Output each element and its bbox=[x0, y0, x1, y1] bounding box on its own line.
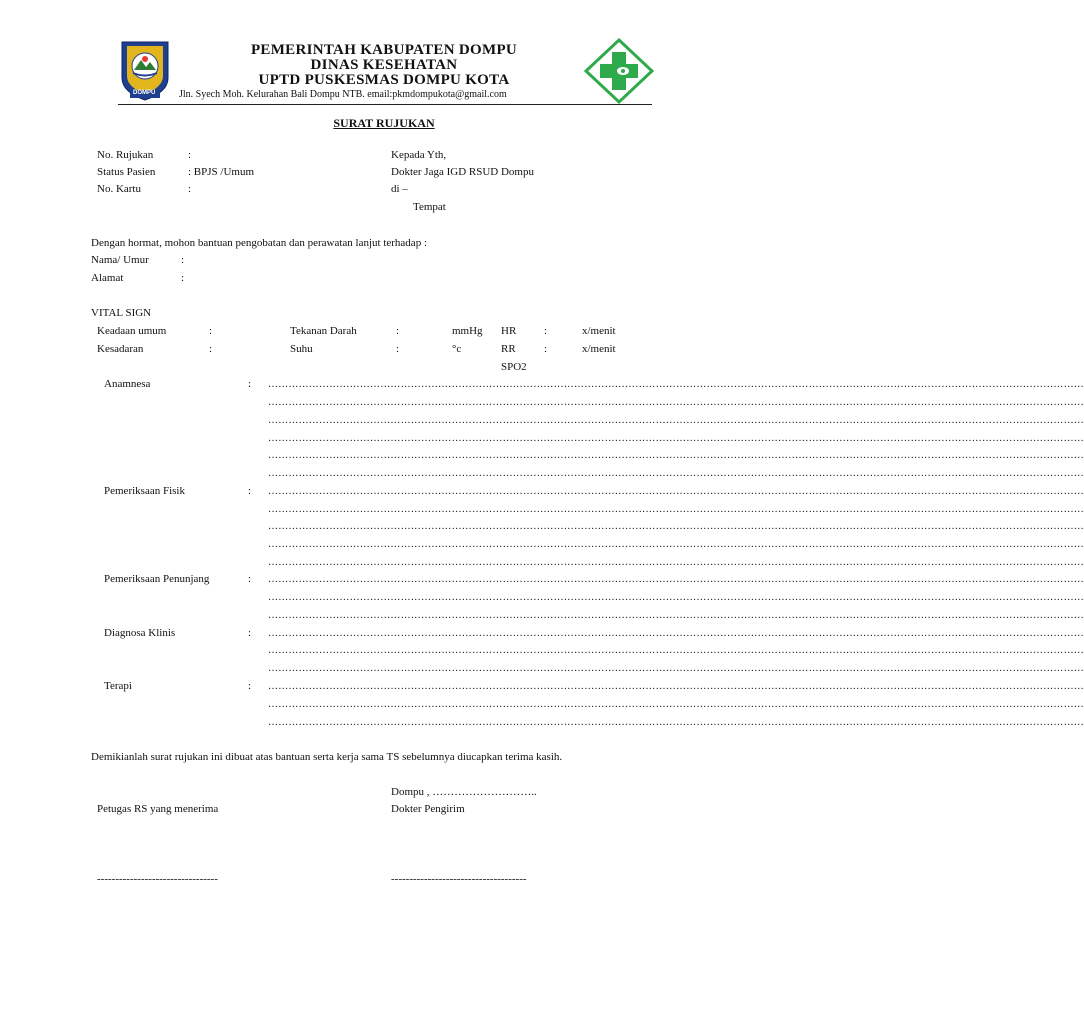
no-rujukan-label: No. Rujukan bbox=[97, 149, 154, 161]
closing-text: Demikianlah surat rujukan ini dibuat atas bantuan serta kerja sama TS sebelumnya diucapkan terima kasih. bbox=[91, 751, 563, 763]
pemeriksaan-fisik-line[interactable]: …………………………………………………………………………………………………………………………………………………………………………………………………………………… bbox=[268, 486, 1084, 497]
diagnosa-klinis-line[interactable]: …………………………………………………………………………………………………………………………………………………………………………………………………………………… bbox=[268, 663, 1084, 674]
referring-doctor-label: Dokter Pengirim bbox=[391, 803, 465, 815]
recipient-line-3: di – bbox=[391, 183, 408, 195]
kesadaran-label: Kesadaran bbox=[97, 343, 144, 355]
mmhg-unit: mmHg bbox=[452, 325, 483, 337]
puskesmas-cross-logo bbox=[584, 38, 654, 104]
status-pasien-value[interactable]: : BPJS /Umum bbox=[188, 166, 255, 178]
receiving-officer-signature-line[interactable]: --------------------------------- bbox=[97, 873, 218, 885]
receiving-officer-label: Petugas RS yang menerima bbox=[97, 803, 219, 815]
header-address: Jln. Syech Moh. Kelurahan Bali Dompu NTB. email:pkmdompukota@gmail.com bbox=[179, 89, 507, 100]
celsius-unit: °c bbox=[452, 343, 462, 355]
suhu-label: Suhu bbox=[290, 343, 313, 355]
rr-unit: x/menit bbox=[582, 343, 616, 355]
pemeriksaan-fisik-line[interactable]: …………………………………………………………………………………………………………………………………………………………………………………………………………………… bbox=[268, 539, 1084, 550]
terapi-colon: : bbox=[248, 680, 252, 692]
pemeriksaan-fisik-label: Pemeriksaan Fisik bbox=[104, 485, 185, 497]
recipient-line-2: Dokter Jaga IGD RSUD Dompu bbox=[391, 166, 534, 178]
header-divider bbox=[118, 104, 652, 105]
keadaan-umum-field[interactable]: : bbox=[209, 325, 213, 337]
diagnosa-klinis-line[interactable]: …………………………………………………………………………………………………………………………………………………………………………………………………………………… bbox=[268, 645, 1084, 656]
rr-label: RR bbox=[501, 343, 516, 355]
anamnesa-colon: : bbox=[248, 378, 252, 390]
pemeriksaan-penunjang-line[interactable]: …………………………………………………………………………………………………………………………………………………………………………………………………………………… bbox=[268, 592, 1084, 603]
header-line-2: DINAS KESEHATAN bbox=[310, 57, 458, 73]
pemeriksaan-penunjang-line[interactable]: …………………………………………………………………………………………………………………………………………………………………………………………………………………… bbox=[268, 610, 1084, 621]
header-line-3: UPTD PUSKESMAS DOMPU KOTA bbox=[258, 72, 510, 88]
pemeriksaan-fisik-line[interactable]: …………………………………………………………………………………………………………………………………………………………………………………………………………………… bbox=[268, 557, 1084, 568]
terapi-label: Terapi bbox=[104, 680, 132, 692]
referring-doctor-signature-line[interactable]: ------------------------------------- bbox=[391, 873, 527, 885]
kesadaran-field[interactable]: : bbox=[209, 343, 213, 355]
no-kartu-value[interactable]: : bbox=[188, 183, 192, 195]
hr-field[interactable]: : bbox=[544, 325, 548, 337]
pemeriksaan-fisik-colon: : bbox=[248, 485, 252, 497]
status-pasien-label: Status Pasien bbox=[97, 166, 156, 178]
pemeriksaan-fisik-line[interactable]: …………………………………………………………………………………………………………………………………………………………………………………………………………………… bbox=[268, 521, 1084, 532]
place-date-field[interactable]: Dompu , ……………………….. bbox=[391, 786, 537, 798]
no-kartu-label: No. Kartu bbox=[97, 183, 141, 195]
terapi-line[interactable]: …………………………………………………………………………………………………………………………………………………………………………………………………………………… bbox=[268, 699, 1084, 710]
vital-sign-heading: VITAL SIGN bbox=[91, 307, 152, 319]
intro-text: Dengan hormat, mohon bantuan pengobatan dan perawatan lanjut terhadap : bbox=[91, 237, 427, 249]
alamat-field[interactable]: : bbox=[181, 272, 185, 284]
header-line-1: PEMERINTAH KABUPATEN DOMPU bbox=[250, 42, 518, 58]
pemeriksaan-fisik-line[interactable]: …………………………………………………………………………………………………………………………………………………………………………………………………………………… bbox=[268, 504, 1084, 515]
anamnesa-line[interactable]: …………………………………………………………………………………………………………………………………………………………………………………………………………………… bbox=[268, 379, 1084, 390]
anamnesa-line[interactable]: …………………………………………………………………………………………………………………………………………………………………………………………………………………… bbox=[268, 433, 1084, 444]
tekanan-darah-field[interactable]: : bbox=[396, 325, 400, 337]
no-rujukan-value[interactable]: : bbox=[188, 149, 192, 161]
anamnesa-line[interactable]: …………………………………………………………………………………………………………………………………………………………………………………………………………………… bbox=[268, 415, 1084, 426]
logo-text: DOMPU bbox=[133, 90, 156, 96]
pemeriksaan-penunjang-colon: : bbox=[248, 573, 252, 585]
hr-unit: x/menit bbox=[582, 325, 616, 337]
nama-umur-label: Nama/ Umur bbox=[91, 254, 149, 266]
diagnosa-klinis-colon: : bbox=[248, 627, 252, 639]
rr-field[interactable]: : bbox=[544, 343, 548, 355]
recipient-line-1: Kepada Yth, bbox=[391, 149, 447, 161]
anamnesa-line[interactable]: …………………………………………………………………………………………………………………………………………………………………………………………………………………… bbox=[268, 397, 1084, 408]
anamnesa-label: Anamnesa bbox=[104, 378, 151, 390]
terapi-line[interactable]: …………………………………………………………………………………………………………………………………………………………………………………………………………………… bbox=[268, 681, 1084, 692]
spo2-label: SPO2 bbox=[501, 361, 527, 373]
pemeriksaan-penunjang-line[interactable]: …………………………………………………………………………………………………………………………………………………………………………………………………………………… bbox=[268, 574, 1084, 585]
document-title: SURAT RUJUKAN bbox=[333, 116, 435, 130]
tekanan-darah-label: Tekanan Darah bbox=[290, 325, 357, 337]
alamat-label: Alamat bbox=[91, 272, 124, 284]
keadaan-umum-label: Keadaan umum bbox=[97, 325, 167, 337]
anamnesa-line[interactable]: …………………………………………………………………………………………………………………………………………………………………………………………………………………… bbox=[268, 450, 1084, 461]
pemeriksaan-penunjang-label: Pemeriksaan Penunjang bbox=[104, 573, 210, 585]
anamnesa-line[interactable]: …………………………………………………………………………………………………………………………………………………………………………………………………………………… bbox=[268, 468, 1084, 479]
diagnosa-klinis-line[interactable]: …………………………………………………………………………………………………………………………………………………………………………………………………………………… bbox=[268, 628, 1084, 639]
terapi-line[interactable]: …………………………………………………………………………………………………………………………………………………………………………………………………………………… bbox=[268, 717, 1084, 728]
nama-umur-field[interactable]: : bbox=[181, 254, 185, 266]
suhu-field[interactable]: : bbox=[396, 343, 400, 355]
recipient-line-4: Tempat bbox=[413, 201, 446, 213]
diagnosa-klinis-label: Diagnosa Klinis bbox=[104, 627, 176, 639]
hr-label: HR bbox=[501, 325, 517, 337]
